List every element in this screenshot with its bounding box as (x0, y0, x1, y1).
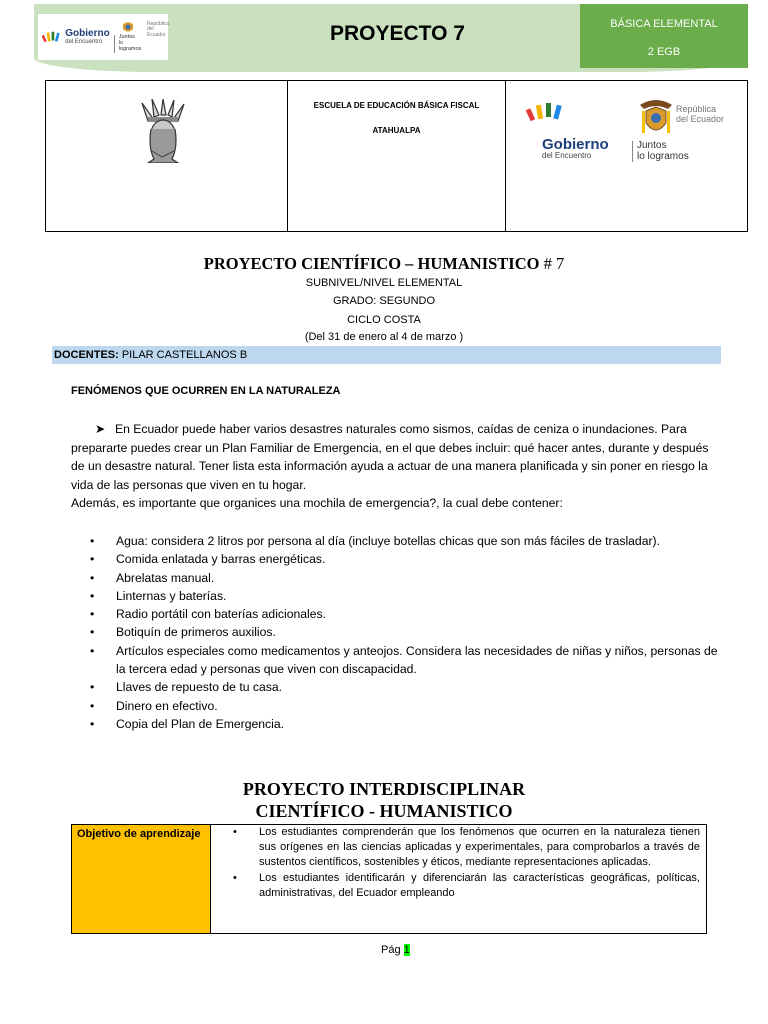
republica-text: República (146, 20, 170, 27)
section-heading: FENÓMENOS QUE OCURREN EN LA NATURALEZA (71, 385, 341, 397)
list-item: • Dinero en efectivo. (90, 697, 730, 715)
school-info-table (45, 80, 748, 232)
list-item: • Artículos especiales como medicamentos y anteojos. Considera las necesidades de niñas y niños, personas de la tercera edad y personas que viven con discapacidad. (90, 642, 730, 679)
header-banner (34, 4, 746, 72)
school-name-line2: ATAHUALPA (372, 126, 421, 135)
list-item: • Abrelatas manual. (90, 569, 730, 587)
juntos-text: Juntos (118, 34, 135, 41)
school-name: ESCUELA DE EDUCACIÓN BÁSICA FISCAL (313, 101, 480, 110)
objective-label: Objetivo de aprendizaje (72, 825, 211, 933)
objective-item: • Los estudiantes identificarán y diferenciarán las características geográficas, políticas, administrativas, del Ecuador empleando (233, 871, 700, 901)
grade-label: 2 EGB (647, 46, 681, 58)
gobierno-logo-cell (506, 81, 747, 231)
level-box (580, 4, 748, 68)
gobierno-large-text: Gobierno (542, 136, 609, 153)
objective-table (71, 824, 707, 934)
republica-large-text: República (676, 104, 717, 114)
del-ecuador-large-text: del Ecuador (676, 113, 725, 124)
page-label: Pág (381, 944, 401, 956)
intro-paragraph (71, 420, 721, 513)
ecuador-coat-of-arms-icon (120, 21, 136, 35)
del-encuentro-large-text: del Encuentro (542, 151, 592, 160)
atahualpa-portrait-icon (128, 99, 198, 163)
docentes-bar (52, 346, 721, 364)
interdisciplinary-title-line1: PROYECTO INTERDISCIPLINAR (242, 779, 526, 799)
juntos-large-text: Juntos (637, 140, 667, 151)
list-item: • Comida enlatada y barras energéticas. (90, 550, 730, 568)
list-item: • Llaves de repuesto de tu casa. (90, 678, 730, 696)
gobierno-logo-large-icon (526, 99, 564, 129)
objective-item: • Los estudiantes comprenderán que los fenómenos que ocurren en la naturaleza tienen sus orígenes en las ciencias aplicadas y experimentales, para comprobarlos a través de sustentos científicos, sostenibles y éticos, mediante representaciones aplicadas. (233, 825, 700, 871)
page-number (381, 944, 410, 956)
emergency-kit-list (90, 532, 730, 733)
header-title: PROYECTO 7 (330, 22, 465, 45)
intro-paragraph-2: Además, es importante que organices una mochila de emergencia?, la cual debe contener: (71, 496, 563, 510)
project-main-title-number: # 7 (543, 254, 565, 273)
interdisciplinary-title-line2: CIENTÍFICO - HUMANISTICO (255, 801, 513, 821)
del-encuentro-text: del Encuentro (65, 38, 103, 45)
list-item: • Radio portátil con baterías adicionales. (90, 605, 730, 623)
lo-logramos-text: lo logramos (118, 40, 142, 52)
grado-line: GRADO: SEGUNDO (332, 295, 436, 307)
project-main-title (0, 254, 768, 274)
subnivel-line: SUBNIVEL/NIVEL ELEMENTAL (305, 277, 463, 289)
school-name-cell (288, 81, 506, 231)
lo-logramos-large-text: lo logramos (637, 150, 689, 162)
ciclo-line: CICLO COSTA (347, 314, 421, 326)
gobierno-text: Gobierno (65, 27, 110, 39)
ecuador-coat-of-arms-large-icon (638, 97, 674, 141)
arrow-bullet-icon: ➤ (95, 422, 106, 436)
project-main-title-text: PROYECTO CIENTÍFICO – HUMANISTICO (203, 254, 540, 273)
del-ecuador-text: del Ecuador (146, 26, 166, 38)
school-emblem-cell (46, 81, 288, 231)
docentes-value: PILAR CASTELLANOS B (118, 349, 248, 361)
list-item: • Agua: considera 2 litros por persona al día (incluye botellas chicas que son más fáciles de trasladar). (90, 532, 730, 550)
list-item: • Botiquín de primeros auxilios. (90, 623, 730, 641)
intro-paragraph-text: En Ecuador puede haber varios desastres naturales como sismos, caídas de ceniza o inundaciones. Para prepararte puedes crear un Plan Familiar de Emergencia, en el que debes incluir: qué hacer antes, durante y después de un desastre natural. Tener lista esta información ayuda a actuar de una manera planificada y sin poner en riesgo la vida de las personas que viven en tu hogar. (71, 422, 709, 492)
level-label: BÁSICA ELEMENTAL (610, 18, 718, 30)
page-number-value: 1 (403, 944, 410, 956)
objective-content (211, 825, 706, 933)
list-item: • Linternas y baterías. (90, 587, 730, 605)
gobierno-logo (38, 14, 168, 60)
gobierno-logo-icon (42, 29, 61, 45)
list-item: • Copia del Plan de Emergencia. (90, 715, 730, 733)
docentes-label: DOCENTES: (54, 349, 119, 361)
date-range-line: (Del 31 de enero al 4 de marzo ) (304, 331, 464, 343)
